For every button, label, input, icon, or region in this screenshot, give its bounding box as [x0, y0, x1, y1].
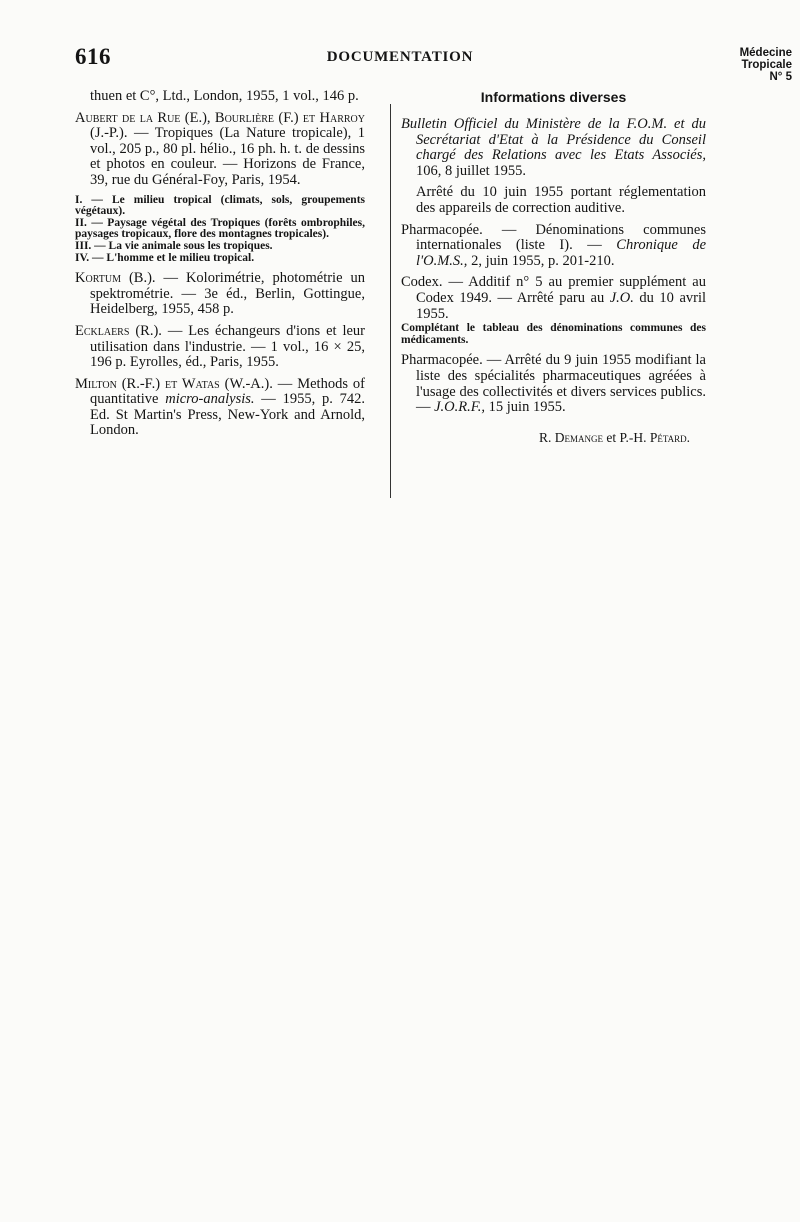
contents-note: Complétant le tableau des dénominations communes des médicaments.: [401, 322, 706, 346]
contents-note: III. — La vie animale sous les tropiques.: [75, 239, 273, 252]
entry-source-italic: Bulletin Officiel du Ministère de la F.O.M. et du Secrétariat d'Etat à la Présidence du Conseil chargé des Relations avec les Etats Associés,: [401, 116, 706, 164]
signature-author: R. Demange: [538, 429, 603, 445]
section-title: Informations diverses: [480, 89, 627, 105]
page-number: 616: [75, 44, 111, 69]
entry-text: — Methods of quantitative: [90, 375, 365, 408]
signature-conjunction: et: [606, 429, 617, 445]
info-entry: [401, 353, 706, 415]
entry-authors: Aubert de la Rue (E.), Bourlière (F.) et Harroy (J.-P.).: [75, 109, 365, 142]
journal-name: [702, 47, 792, 83]
entry-text: 2, juin 1955, p. 201-210.: [471, 252, 615, 269]
entry-source-italic: J.O.: [609, 289, 634, 306]
entry-text: Pharmacopée. — Arrêté du 9 juin 1955 modifiant la liste des spécialités pharmaceutiques agréées à l'usage des collectivités et divers services publics. —: [401, 352, 706, 416]
bibliography-entry-continued: thuen et C°, Ltd., London, 1955, 1 vol., 146 p.: [90, 88, 359, 104]
journal-line-3: N° 5: [769, 71, 792, 83]
entry-text: Codex. — Additif n° 5 au premier supplément au Codex 1949. — Arrêté paru au: [401, 274, 706, 306]
journal-line-1: Médecine: [739, 47, 792, 59]
entry-text: — Tropiques (La Nature tropicale), 1 vol., 205 p., 80 pl. hélio., 16 ph. h. t. de dessins et photos en couleur. — Horizons de France, 39, rue du Général-Foy, Paris, 1954.: [90, 125, 365, 188]
journal-line-2: Tropicale: [741, 59, 792, 71]
entry-authors: Ecklaers (R.).: [75, 322, 162, 339]
bibliography-entry: [75, 324, 365, 371]
bibliography-entry: [75, 377, 365, 439]
info-entry: [401, 275, 706, 322]
info-entry-continued: Arrêté du 10 juin 1955 portant réglementation des appareils de correction auditive.: [416, 184, 706, 216]
info-entry: [401, 223, 706, 270]
contents-note: I. — Le milieu tropical (climats, sols, groupements végétaux).: [75, 193, 365, 218]
entry-authors: Kortum (B.).: [75, 270, 156, 287]
left-column: [75, 89, 365, 445]
entry-text: — Les échangeurs d'ions et leur utilisation dans l'industrie. — 1 vol., 16 × 25, 196 p. Eyrolles, éd., Paris, 1955.: [90, 322, 366, 371]
entry-authors: Milton (R.-F.) et Watas (W.-A.).: [75, 375, 273, 392]
entry-title-italic: micro-analysis.: [165, 391, 255, 408]
column-divider: [390, 104, 391, 498]
info-entry: [401, 117, 706, 179]
contents-note: II. — Paysage végétal des Tropiques (forêts ombrophiles, paysages tropicaux, flore des montagnes tropicales).: [75, 216, 365, 241]
entry-source-italic: J.O.R.F.,: [434, 399, 486, 416]
signature: [401, 430, 706, 446]
entry-source-italic: Chronique de l'O.M.S.,: [416, 237, 707, 269]
entry-text: 106, 8 juillet 1955.: [416, 162, 526, 179]
entry-text: — 1955, p. 742. Ed. St Martin's Press, New-York and Arnold, London.: [90, 391, 366, 439]
entry-text: Pharmacopée. — Dénominations communes internationales (liste I). —: [401, 221, 706, 254]
contents-note: IV. — L'homme et le milieu tropical.: [75, 251, 255, 264]
running-title: DOCUMENTATION: [326, 49, 474, 65]
entry-text: du 10 avril 1955.: [416, 289, 707, 322]
right-column: [401, 89, 706, 459]
bibliography-entry: [75, 111, 365, 189]
entry-text: — Kolorimétrie, photométrie un spektrométrie. — 3e éd., Berlin, Gottingue, Heidelberg, 1955, 458 p.: [90, 270, 365, 318]
signature-author: P.-H. Pétard.: [619, 429, 690, 445]
bibliography-entry: [75, 271, 365, 318]
entry-text: 15 juin 1955.: [488, 399, 566, 416]
